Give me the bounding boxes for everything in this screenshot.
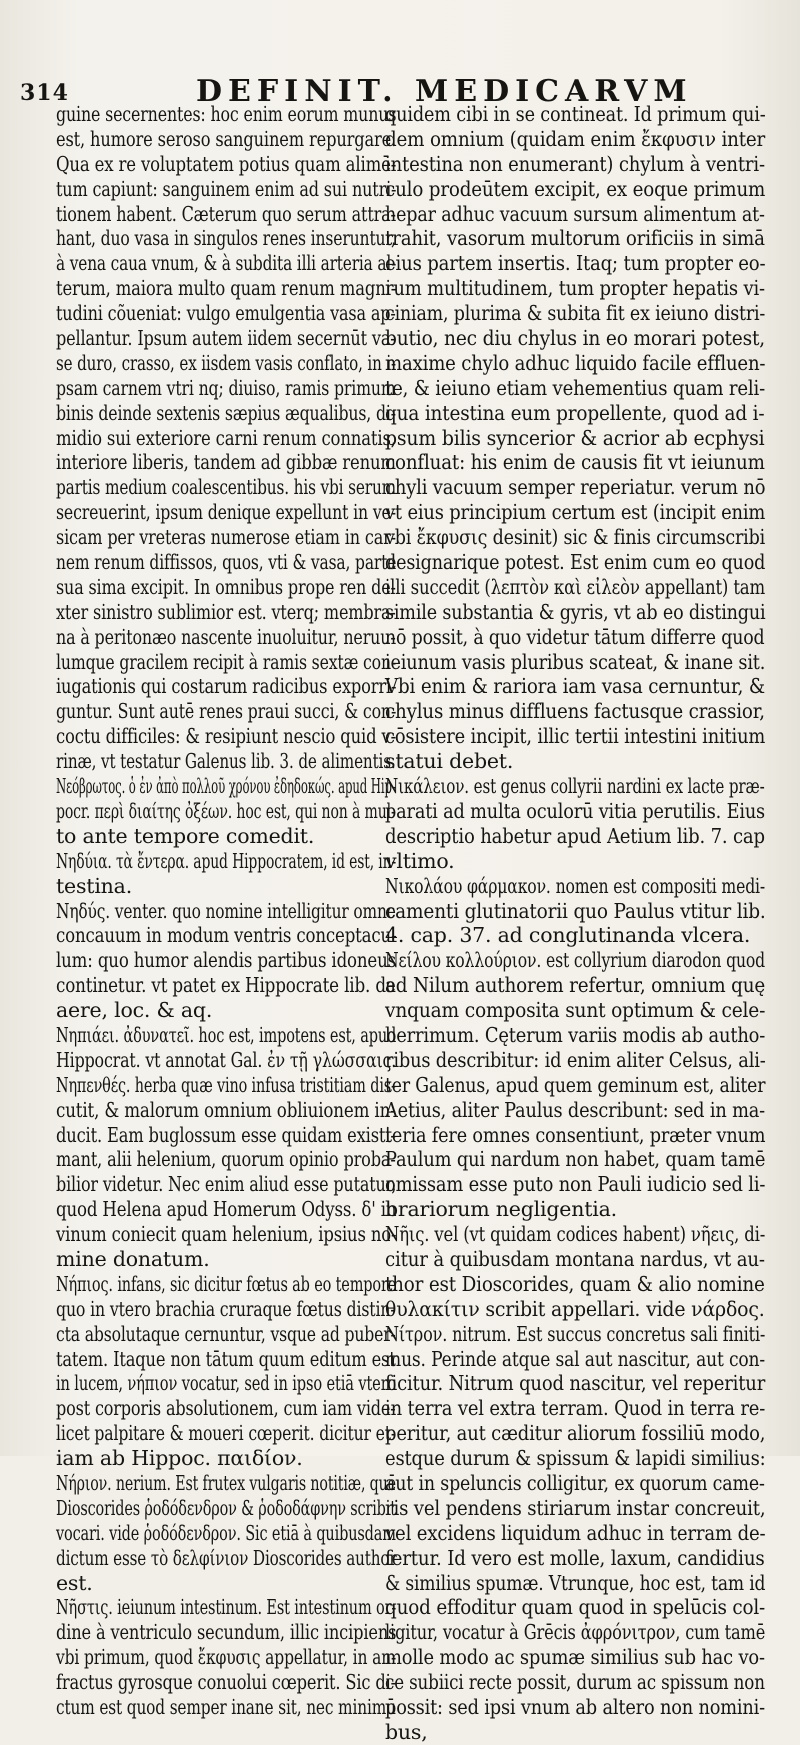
text-line: Vbi enim & rariora iam vasa cernuntur, & <box>385 674 765 699</box>
text-line: nem renum diffissos, quos, vti & vasa, parte <box>56 550 397 575</box>
text-line: ad Nilum authorem refertur, omnium quę <box>385 973 766 998</box>
text-line: ligitur, vocatur à Grēcis ἀφρόνιτρον, cum tamē <box>385 1620 766 1645</box>
text-line: butio, nec diu chylus in eo morari potest, <box>385 326 765 351</box>
text-line: se duro, crasso, ex iisdem vasis conflato, in i- <box>56 350 397 375</box>
text-line: ieiunum vasis pluribus scateat, & inane sit. <box>385 649 766 674</box>
text-line: rum multitudinem, tum propter hepatis vi- <box>385 276 765 301</box>
text-line: ter Galenus, apud quem geminum est, aliter <box>385 1072 766 1097</box>
text-line: Νικολάου φάρμακον. nomen est compositi medi- <box>385 873 766 898</box>
text-line: tatem. Itaque non tātum quum editum est <box>56 1346 396 1371</box>
text-line: in terra vel extra terram. Quod in terra re- <box>385 1396 766 1421</box>
text-line: fractus gyrosque conuolui cœperit. Sic di- <box>56 1670 396 1695</box>
text-line: rinæ, vt testatur Galenus lib. 3. de alimentis. <box>56 749 396 774</box>
text-line: Νηδύς. venter. quo nomine intelligitur omne <box>56 898 396 923</box>
text-line: possit: sed ipsi vnum ab altero non nomini- <box>385 1695 765 1719</box>
text-line: secreuerint, ipsum denique expellunt in ve- <box>56 500 396 525</box>
text-line: nō possit, à quo videtur tātum differre quod <box>385 624 765 649</box>
text-line: Νῆις. vel (vt quidam codices habent) νῆεις, di- <box>385 1222 766 1247</box>
text-line: Νηπενθές. herba quæ vino infusa tristitiam dis- <box>56 1072 396 1097</box>
text-line: vinum coniecit quam helenium, ipsius no- <box>56 1222 397 1247</box>
text-line: tionem habent. Cæterum quo serum attra- <box>56 201 396 226</box>
text-line: mant, alii helenium, quorum opinio proba- <box>56 1147 396 1172</box>
text-line: post corporis absolutionem, cum iam vide- <box>56 1396 396 1421</box>
text-line: quod effoditur quam quod in spelūcis col- <box>385 1595 766 1620</box>
text-line: ficitur. Nitrum quod nascitur, vel reperitur <box>385 1371 766 1396</box>
text-line: Νεόβρωτος. ὁ ἐν ἀπὸ πολλοῦ χρόνου ἐδηδοκώς. apud Hip- <box>56 774 396 799</box>
text-line: simile substantia & gyris, vt ab eo distingui <box>385 599 766 624</box>
text-line: estque durum & spissum & lapidi similius: <box>385 1446 766 1471</box>
text-line: bus, <box>385 1719 428 1744</box>
text-line: iugationis qui costarum radicibus exporri- <box>56 674 397 699</box>
text-line: sua sima excipit. In omnibus prope ren de- <box>56 574 396 599</box>
text-line: Qua ex re voluptatem potius quam alimē- <box>56 151 397 176</box>
text-line: Aetius, aliter Paulus describunt: sed in ma- <box>385 1097 765 1122</box>
right-column <box>385 102 765 1745</box>
text-line: chyli vacuum semper reperiatur. verum nō <box>385 475 766 500</box>
text-line: Νείλου κολλούριον. est collyrium diarodon quod <box>385 948 766 973</box>
text-line: Νίτρον. nitrum. Est succus concretus sali finiti- <box>385 1321 766 1346</box>
text-line: ciniam, plurima & subita fit ex ieiuno distri- <box>385 301 766 326</box>
text-line: designarique potest. Est enim cum eo quod <box>385 550 766 575</box>
text-line: vel excidens liquidum adhuc in terram de- <box>385 1520 766 1545</box>
text-line: berrimum. Cęterum variis modis ab autho- <box>385 1022 766 1047</box>
text-line: interiore liberis, tandem ad gibbæ renum <box>56 450 396 475</box>
text-line: to ante tempore comedit. <box>56 823 315 848</box>
text-line: quod Helena apud Homerum Odyss. δ' in <box>56 1197 397 1222</box>
text-line: te, & ieiuno etiam vehementius quam reli- <box>385 375 766 400</box>
text-line: na à peritonæo nascente inuoluitur, neruu- <box>56 624 396 649</box>
text-line: est, humore seroso sanguinem repurgare. <box>56 126 397 151</box>
text-line: Dioscorides ῥοδόδενδρον & ῥοδοδάφνην scribit <box>56 1495 396 1520</box>
text-line: 4. cap. 37. ad conglutinanda vlcera. <box>385 923 751 948</box>
running-title: DEFINIT. MEDICARVM <box>196 74 693 109</box>
text-line: hepar adhuc vacuum sursum alimentum at- <box>385 201 765 226</box>
text-line: continetur. vt patet ex Hippocrate lib. de <box>56 973 396 998</box>
text-line: Νηδύια. τὰ ἔντερα. apud Hippocratem, id est, in- <box>56 848 397 873</box>
text-line: cōsistere incipit, illic tertii intestini initium <box>385 724 766 749</box>
text-line: aere, loc. & aq. <box>56 998 213 1023</box>
text-line: iam ab Hippoc. παιδίον. <box>56 1446 303 1471</box>
left-column <box>56 102 396 1720</box>
text-line: terum, maiora multo quam renum magni- <box>56 276 397 301</box>
text-line: maxime chylo adhuc liquido facile effluen- <box>385 350 766 375</box>
text-line: chylus minus diffluens factusque crassior, <box>385 699 765 724</box>
text-line: partis medium coalescentibus. his vbi serum <box>56 475 397 500</box>
text-line: omissam esse puto non Pauli iudicio sed li- <box>385 1172 766 1197</box>
text-line: descriptio habetur apud Aetium lib. 7. cap <box>385 823 765 848</box>
text-line: hant, duo vasa in singulos renes inseruntur, <box>56 226 396 251</box>
text-line: fertur. Id vero est molle, laxum, candidius <box>385 1545 765 1570</box>
text-line: pellantur. Ipsum autem iidem secernūt va- <box>56 326 396 351</box>
text-line: aut in speluncis colligitur, ex quorum came- <box>385 1470 765 1495</box>
text-line: quidem cibi in se contineat. Id primum qui- <box>385 102 766 126</box>
text-line: cutit, & malorum omnium obliuionem in- <box>56 1097 396 1122</box>
text-line: vocari. vide ῥοδόδενδρον. Sic etiā à quibusdam <box>56 1520 396 1545</box>
text-line: cta absolutaque cernuntur, vsque ad puber- <box>56 1321 396 1346</box>
text-line: Νήπιος. infans, sic dicitur fœtus ab eo tempore <box>56 1271 397 1296</box>
text-line: mus. Perinde atque sal aut nascitur, aut con- <box>385 1346 766 1371</box>
text-line: ribus describitur: id enim aliter Celsus, ali- <box>385 1047 766 1072</box>
text-line: statui debet. <box>385 749 514 774</box>
text-line: ris vel pendens stiriarum instar concreuit, <box>385 1495 766 1520</box>
text-line: culo prodeūtem excipit, ex eoque primum <box>385 176 766 201</box>
text-line: guntur. Sunt autē renes praui succi, & con- <box>56 699 397 724</box>
text-line: tum capiunt: sanguinem enim ad sui nutri- <box>56 176 397 201</box>
text-line: confluat: his enim de causis fit vt ieiunum <box>385 450 765 475</box>
text-line: bilior videtur. Nec enim aliud esse putatur, <box>56 1172 397 1197</box>
text-line: sicam per vreteras numerose etiam in car- <box>56 525 396 550</box>
text-line: dem omnium (quidam enim ἔκφυσιν inter <box>385 126 766 151</box>
text-line: est. <box>56 1570 93 1595</box>
text-line: & similius spumæ. Vtrunque, hoc est, tam id <box>385 1570 766 1595</box>
text-line: lum: quo humor alendis partibus idoneus <box>56 948 396 973</box>
text-line: dine à ventriculo secundum, illic incipiens <box>56 1620 397 1645</box>
text-line: pocr. περὶ διαίτης ὀξέων. hoc est, qui non à mul- <box>56 798 396 823</box>
text-line: eius partem insertis. Itaq; tum propter eo- <box>385 251 766 276</box>
text-line: Paulum qui nardum non habet, quam tamē <box>385 1147 766 1172</box>
text-line: psam carnem vtri nq; diuiso, ramis primum <box>56 375 396 400</box>
text-line: Νηπιάει. ἀδυνατεῖ. hoc est, impotens est, apud <box>56 1022 397 1047</box>
text-line: citur à quibusdam montana nardus, vt au- <box>385 1246 765 1271</box>
text-line: quo in vtero brachia cruraque fœtus distin- <box>56 1296 396 1321</box>
text-line: mine donatum. <box>56 1246 210 1271</box>
text-line: testina. <box>56 873 133 898</box>
text-line: brariorum negligentia. <box>385 1197 617 1222</box>
text-line: psum bilis syncerior & acrior ab ecphysi <box>385 425 765 450</box>
text-line: Νικάλειον. est genus collyrii nardini ex lacte præ- <box>385 774 765 799</box>
text-line: binis deinde sextenis sæpius æqualibus, di- <box>56 400 396 425</box>
text-line: illi succedit (λεπτὸν καὶ εἰλεὸν appellant) tam <box>385 574 766 599</box>
text-line: θυλακίτιν scribit appellari. vide νάρδος. <box>385 1296 765 1321</box>
text-line: vbi ἔκφυσις desinit) sic & finis circumscribi <box>385 525 766 550</box>
text-line: Νήριον. nerium. Est frutex vulgaris notitiæ, quē <box>56 1470 396 1495</box>
text-line: in lucem, νήπιον vocatur, sed in ipso etiā vtero <box>56 1371 397 1396</box>
text-line: thor est Dioscorides, quam & alio nomine <box>385 1271 765 1296</box>
text-line: vt eius principium certum est (incipit enim <box>385 500 766 525</box>
text-line: lumque gracilem recipit à ramis sextæ con- <box>56 649 397 674</box>
text-line: coctu difficiles: & resipiunt nescio quid v- <box>56 724 396 749</box>
text-line: qua intestina eum propellente, quod ad i- <box>385 400 765 425</box>
text-line: dictum esse τὸ δελφίνιον Dioscorides author <box>56 1545 397 1570</box>
text-line: vltimo. <box>385 848 455 873</box>
text-line: camenti glutinatorii quo Paulus vtitur lib. <box>385 898 766 923</box>
text-line: midio sui exteriore carni renum connatis, <box>56 425 396 450</box>
text-line: Νῆστις. ieiunum intestinum. Est intestinum or- <box>56 1595 397 1620</box>
text-line: ce subiici recte possit, durum ac spissum non <box>385 1670 765 1695</box>
text-line: ctum est quod semper inane sit, nec minimū <box>56 1695 396 1719</box>
text-line: tudini cõueniat: vulgo emulgentia vasa ap- <box>56 301 396 326</box>
text-line: xter sinistro sublimior est. vterq; membra- <box>56 599 396 624</box>
text-line: à vena caua vnum, & à subdita illi arteria al- <box>56 251 397 276</box>
text-line: parati ad multa oculorū vitia perutilis. Eius <box>385 798 765 823</box>
text-line: licet palpitare & moueri cœperit. dicitur et- <box>56 1421 397 1446</box>
text-line: concauum in modum ventris conceptacu- <box>56 923 397 948</box>
text-line: peritur, aut cæditur aliorum fossiliū modo, <box>385 1421 766 1446</box>
text-line: vnquam composita sunt optimum & cele- <box>385 998 766 1023</box>
text-line: Hippocrat. vt annotat Gal. ἐν τῇ γλώσσαις. <box>56 1047 397 1072</box>
text-line: trahit, vasorum multorum orificiis in simā <box>385 226 765 251</box>
text-line: ducit. Eam buglossum esse quidam existi- <box>56 1122 396 1147</box>
text-line: intestina non enumerant) chylum à ventri- <box>385 151 765 176</box>
text-line: guine secernentes: hoc enim eorum munus <box>56 102 397 126</box>
text-line: teria fere omnes consentiunt, præter vnum <box>385 1122 766 1147</box>
text-line: molle modo ac spumæ similius sub hac vo- <box>385 1645 765 1670</box>
text-line: vbi primum, quod ἔκφυσις appellatur, in an- <box>56 1645 397 1670</box>
page-number: 314 <box>20 80 69 106</box>
